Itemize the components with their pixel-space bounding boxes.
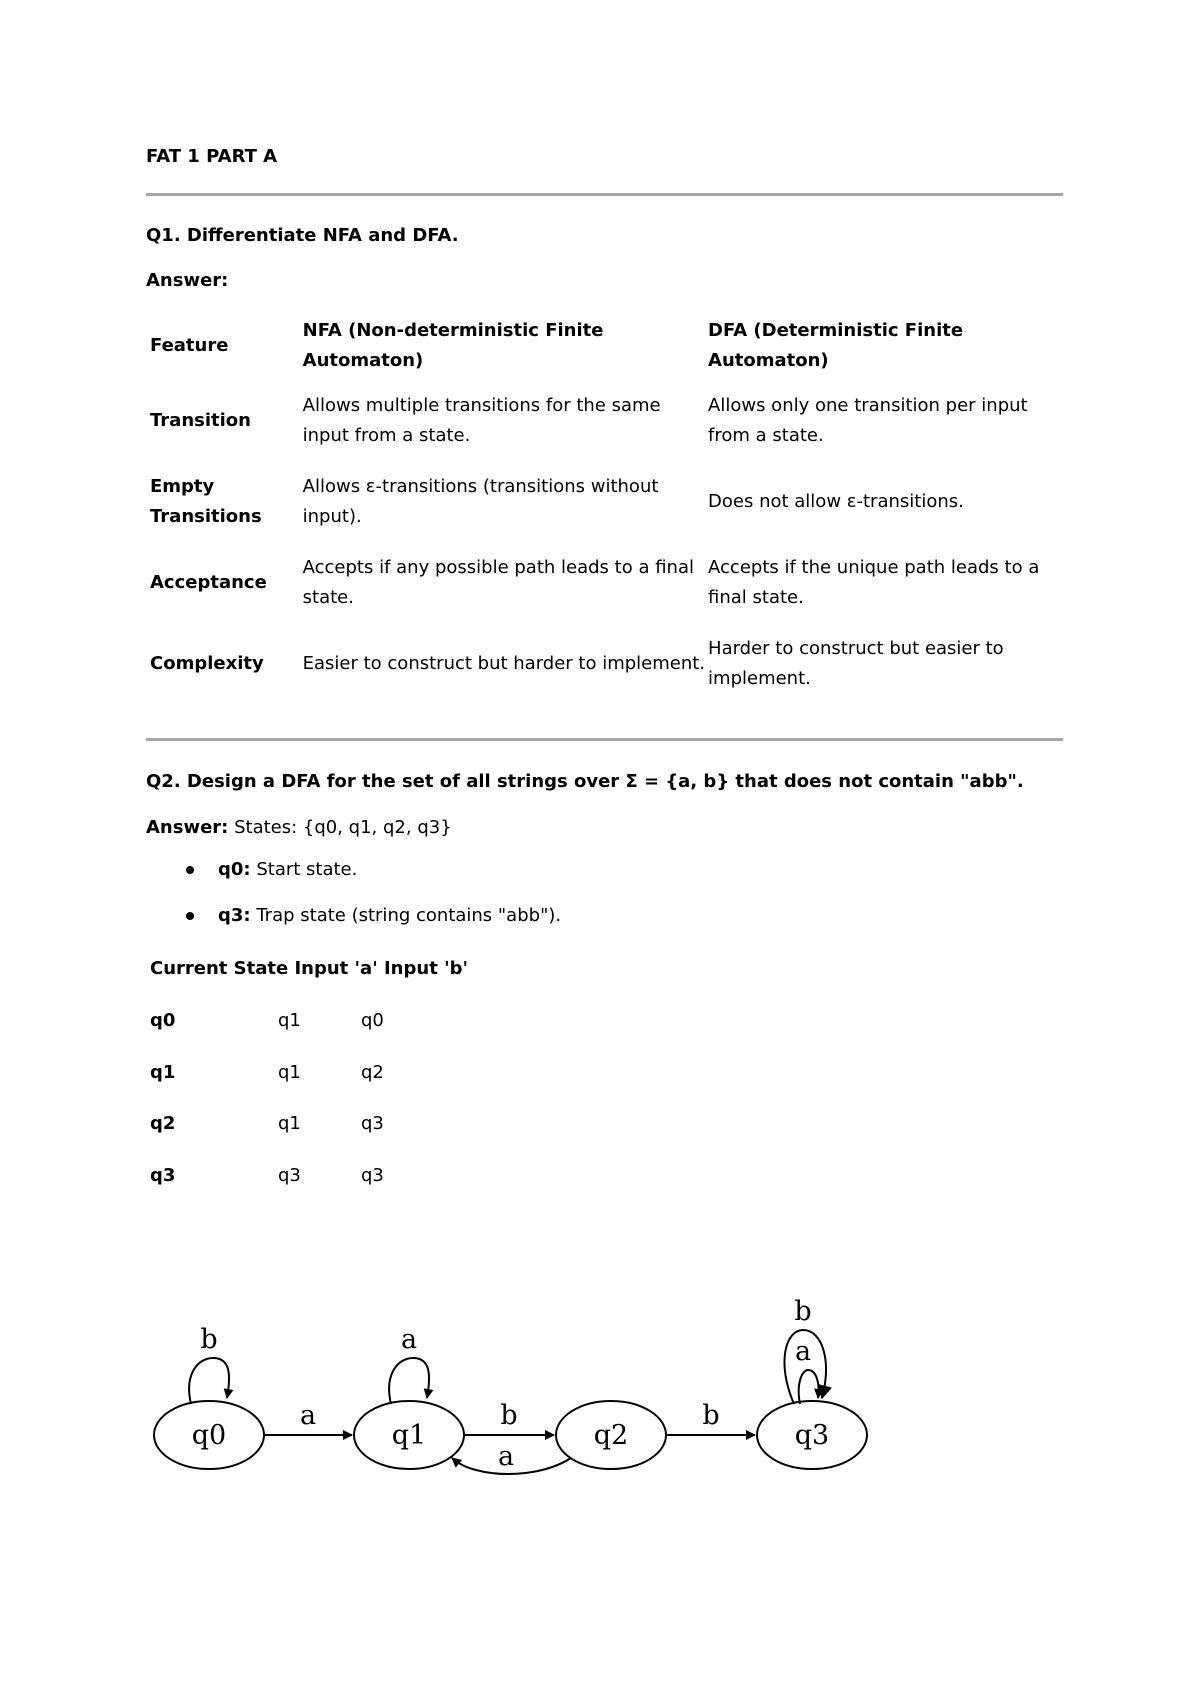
state-term: q3: [218, 905, 251, 926]
table-row [150, 1165, 468, 1217]
table-header-row [150, 312, 1066, 380]
dfa-cell: Harder to construct but easier to implement. [708, 637, 1004, 689]
horizontal-rule [146, 193, 1063, 196]
horizontal-rule [146, 738, 1063, 741]
nfa-cell: Accepts if any possible path leads to a final state. [302, 556, 694, 608]
table-row [150, 461, 1066, 542]
input-a-cell: q1 [278, 1113, 301, 1134]
feature-cell: Empty Transitions [150, 475, 262, 527]
q1-answer-label: Answer: [146, 270, 229, 291]
state-term: q0: [218, 859, 251, 880]
edge-label-q1-q2: b [500, 1400, 518, 1431]
state-q0 [154, 1401, 264, 1469]
table-row [150, 1113, 468, 1165]
input-a-cell: q1 [278, 1010, 301, 1031]
input-b-cell: q3 [361, 1113, 384, 1134]
document-title: FAT 1 PART A [146, 146, 278, 167]
state-list [146, 858, 561, 950]
header-feature: Feature [150, 335, 229, 356]
q2-answer [146, 817, 452, 838]
edge-label-q3-q3-outer: b [794, 1296, 812, 1327]
edge-label-q0-q0: b [200, 1324, 218, 1355]
header-dfa: DFA (Deterministic Finite Automaton) [708, 320, 964, 371]
list-item [146, 904, 561, 950]
q2-question: Q2. Design a DFA for the set of all strings over Σ = {a, b} that does not contain "abb". [146, 771, 1024, 792]
edge-label-q3-q3-inner: a [794, 1336, 812, 1367]
state-q3 [757, 1401, 867, 1469]
input-a-cell: q3 [278, 1164, 301, 1186]
dfa-cell: Allows only one transition per input from a state. [708, 394, 1028, 446]
input-b-cell: q0 [361, 1010, 384, 1031]
state-label: q1 [391, 1420, 427, 1451]
state-cell: q0 [150, 1010, 176, 1031]
state-label: q3 [794, 1420, 830, 1451]
edge-q0-q0 [189, 1358, 229, 1404]
edge-label-q2-q3: b [702, 1400, 720, 1431]
state-cell: q2 [150, 1113, 176, 1134]
transition-header-text: Current State Input 'a' Input 'b' [150, 958, 468, 979]
edge-q1-q1 [389, 1358, 429, 1404]
state-desc: Start state. [250, 859, 358, 880]
nfa-cell: Allows multiple transitions for the same input from a state. [302, 394, 661, 446]
input-b-cell: q3 [361, 1164, 384, 1186]
nfa-cell: Allows ε-transitions (transitions without input). [302, 475, 659, 527]
q2-answer-text: States: {q0, q1, q2, q3} [228, 817, 452, 838]
table-row [150, 542, 1066, 623]
feature-cell: Acceptance [150, 571, 267, 593]
table-row [150, 1010, 468, 1062]
state-q2 [556, 1401, 666, 1469]
table-row [150, 380, 1066, 461]
feature-cell: Complexity [150, 652, 264, 674]
state-label: q2 [593, 1420, 629, 1451]
state-cell: q3 [150, 1164, 176, 1186]
nfa-dfa-table [150, 312, 1066, 704]
state-q1 [354, 1401, 464, 1469]
state-label: q0 [191, 1420, 227, 1451]
input-a-cell: q1 [278, 1061, 301, 1083]
list-item [146, 858, 561, 904]
state-desc: Trap state (string contains "abb"). [250, 905, 562, 926]
table-row [150, 623, 1066, 704]
dfa-diagram [146, 1280, 906, 1500]
edge-label-q0-q1: a [299, 1400, 317, 1431]
q1-question: Q1. Differentiate NFA and DFA. [146, 225, 459, 246]
dfa-cell: Does not allow ε-transitions. [708, 490, 964, 512]
input-b-cell: q2 [361, 1061, 384, 1083]
nfa-cell: Easier to construct but harder to implement. [302, 652, 706, 674]
feature-cell: Transition [150, 409, 251, 431]
transition-table-header [150, 958, 468, 1010]
state-cell: q1 [150, 1061, 176, 1083]
dfa-cell: Accepts if the unique path leads to a final state. [708, 556, 1040, 608]
transition-table [150, 958, 468, 1216]
q2-answer-label: Answer: [146, 817, 229, 838]
edge-q3-q3-inner [799, 1370, 819, 1404]
edge-label-q1-q1: a [400, 1324, 418, 1355]
table-row [150, 1062, 468, 1114]
header-nfa: NFA (Non-deterministic Finite Automaton) [302, 320, 604, 371]
edge-label-q2-q1: a [497, 1441, 515, 1472]
